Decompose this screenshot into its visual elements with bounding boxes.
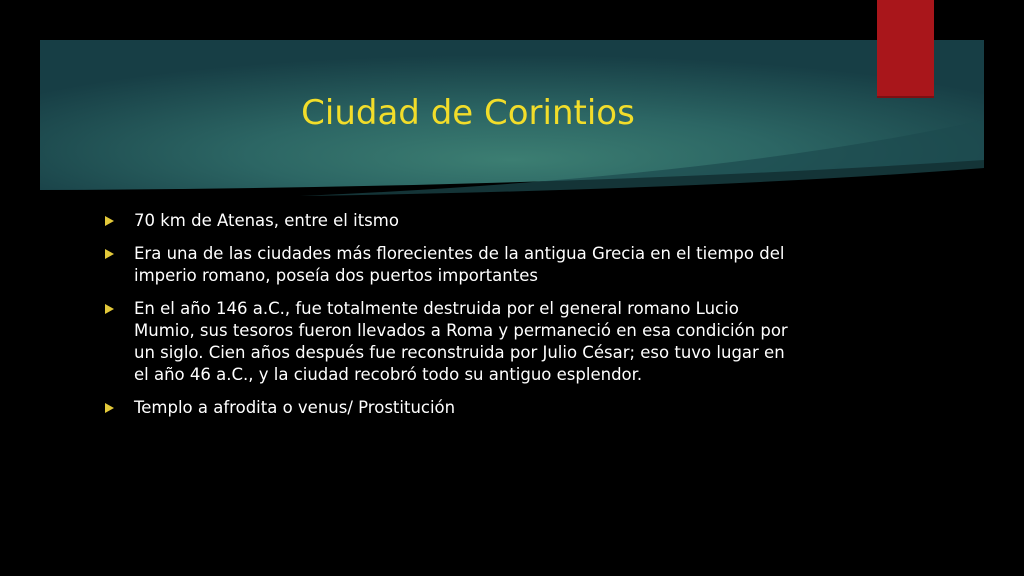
accent-tab — [877, 0, 934, 98]
bullet-list — [103, 210, 803, 430]
bullet-text: Era una de las ciudades más florecientes de la antigua Grecia en el tiempo del imperio romano, poseía dos puertos importantes — [134, 244, 785, 285]
bullet-text: Templo a afrodita o venus/ Prostitución — [134, 398, 456, 417]
triangle-right-icon — [105, 249, 114, 259]
bullet-item — [103, 210, 803, 232]
triangle-right-icon — [105, 216, 114, 226]
triangle-right-icon — [105, 403, 114, 413]
bullet-text: 70 km de Atenas, entre el itsmo — [134, 211, 399, 230]
bullet-item — [103, 243, 803, 287]
bullet-item — [103, 298, 803, 386]
triangle-right-icon — [105, 304, 114, 314]
bullet-text: En el año 146 a.C., fue totalmente destruida por el general romano Lucio Mumio, sus tesoros fueron llevados a Roma y permaneció en esa condición por un siglo. Cien años después fue reconstruida por Julio César; eso tuvo lugar en el año 46 a.C., y la ciudad recobró todo su antiguo esplendor. — [134, 299, 788, 384]
slide-title: Ciudad de Corintios — [301, 93, 635, 133]
bullet-item — [103, 397, 803, 419]
